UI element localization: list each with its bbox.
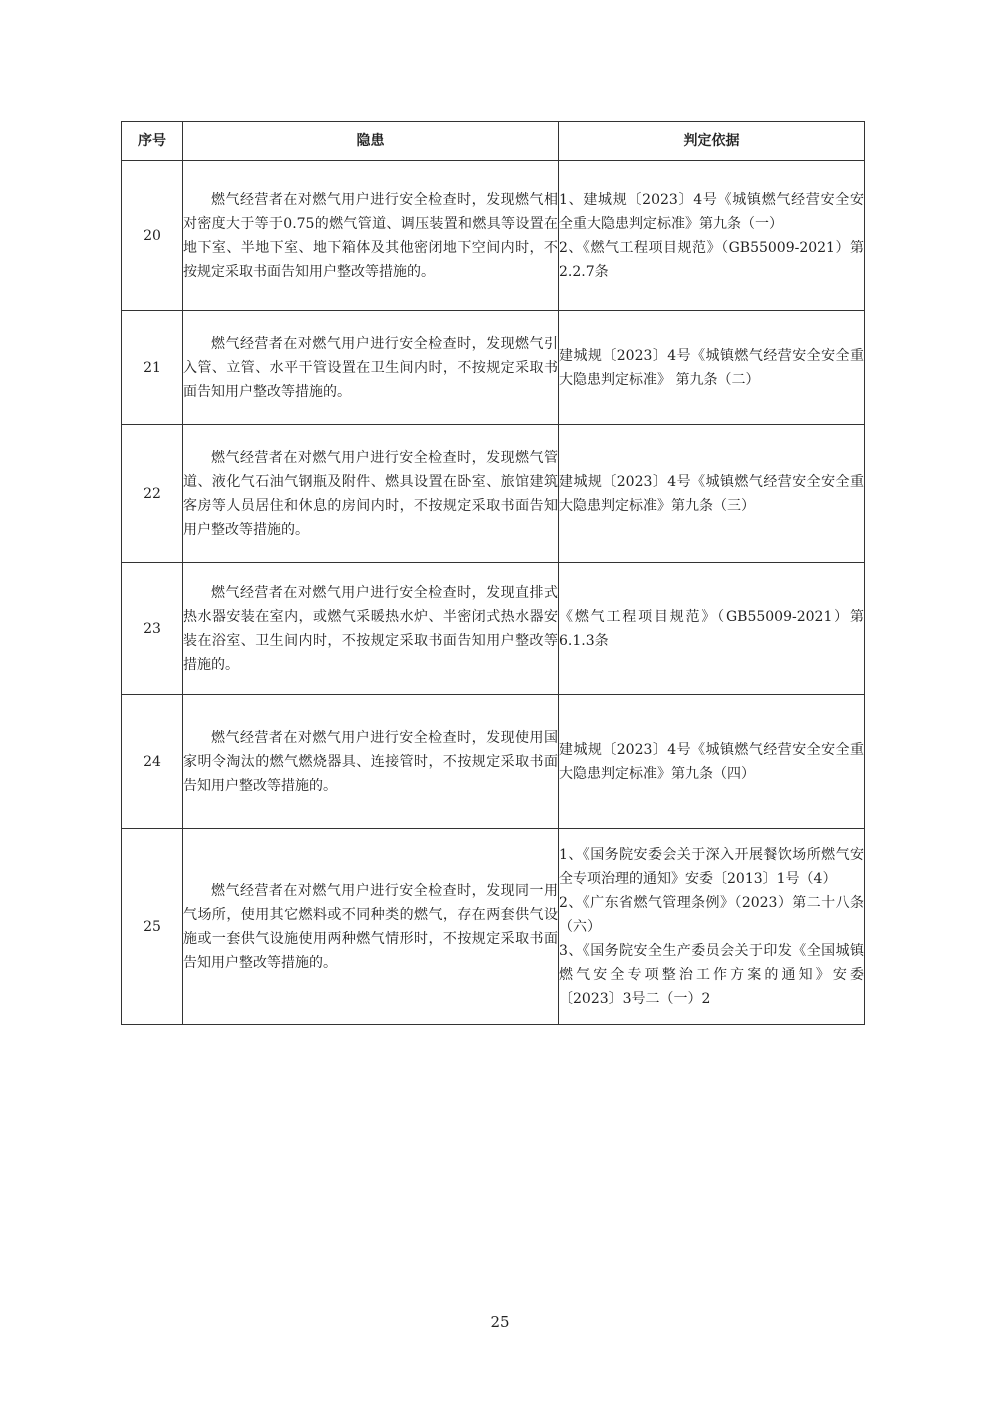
- row-hazard: 燃气经营者在对燃气用户进行安全检查时，发现使用国家明令淘汰的燃气燃烧器具、连接管时，不按规定采取书面告知用户整改等措施的。: [183, 695, 559, 829]
- table-header-row: [122, 122, 865, 161]
- page-number: 25: [490, 1313, 510, 1331]
- basis-item: 《燃气工程项目规范》（GB55009-2021）第6.1.3条: [559, 608, 864, 649]
- row-hazard: 燃气经营者在对燃气用户进行安全检查时，发现同一用气场所，使用其它燃料或不同种类的燃气，存在两套供气设施或一套供气设施使用两种燃气情形时，不按规定采取书面告知用户整改等措施的。: [183, 829, 559, 1025]
- row-basis: [559, 425, 865, 563]
- row-seq: 22: [122, 425, 183, 563]
- table-row: [122, 425, 865, 563]
- table-row: [122, 311, 865, 425]
- row-basis: [559, 161, 865, 311]
- row-basis: [559, 695, 865, 829]
- basis-item: 建城规〔2023〕4号《城镇燃气经营安全安全重大隐患判定标准》第九条（四）: [559, 741, 864, 782]
- row-seq: 23: [122, 563, 183, 695]
- row-hazard: 燃气经营者在对燃气用户进行安全检查时，发现燃气管道、液化气石油气钢瓶及附件、燃具设置在卧室、旅馆建筑客房等人员居住和休息的房间内时，不按规定采取书面告知用户整改等措施的。: [183, 425, 559, 563]
- row-seq: 21: [122, 311, 183, 425]
- table-row: [122, 829, 865, 1025]
- header-hazard: 隐患: [183, 122, 559, 161]
- basis-item: 2、《燃气工程项目规范》（GB55009-2021）第2.2.7条: [559, 239, 864, 280]
- table-row: [122, 161, 865, 311]
- row-seq: 20: [122, 161, 183, 311]
- row-basis: [559, 311, 865, 425]
- row-hazard: 燃气经营者在对燃气用户进行安全检查时，发现直排式热水器安装在室内，或燃气采暖热水炉、半密闭式热水器安装在浴室、卫生间内时，不按规定采取书面告知用户整改等措施的。: [183, 563, 559, 695]
- row-seq: 24: [122, 695, 183, 829]
- basis-item: 3、《国务院安全生产委员会关于印发《全国城镇燃气安全专项整治工作方案的通知》安委〔2023〕3号二（一）2: [559, 942, 864, 1007]
- header-basis: 判定依据: [559, 122, 865, 161]
- basis-item: 1、《国务院安委会关于深入开展餐饮场所燃气安全专项治理的通知》安委〔2013〕1号（4）: [559, 846, 864, 887]
- basis-item: 1、建城规〔2023〕4号《城镇燃气经营安全安全重大隐患判定标准》第九条（一）: [559, 191, 864, 232]
- table-row: [122, 695, 865, 829]
- header-seq: 序号: [122, 122, 183, 161]
- hazard-criteria-table: [121, 121, 865, 1025]
- row-hazard: 燃气经营者在对燃气用户进行安全检查时，发现燃气相对密度大于等于0.75的燃气管道、调压装置和燃具等设置在地下室、半地下室、地下箱体及其他密闭地下空间内时，不按规定采取书面告知用户整改等措施的。: [183, 161, 559, 311]
- row-hazard: 燃气经营者在对燃气用户进行安全检查时，发现燃气引入管、立管、水平干管设置在卫生间内时，不按规定采取书面告知用户整改等措施的。: [183, 311, 559, 425]
- basis-item: 建城规〔2023〕4号《城镇燃气经营安全安全重大隐患判定标准》第九条（三）: [559, 473, 864, 514]
- row-basis: [559, 563, 865, 695]
- basis-item: 2、《广东省燃气管理条例》（2023）第二十八条（六）: [559, 894, 864, 935]
- table-row: [122, 563, 865, 695]
- row-seq: 25: [122, 829, 183, 1025]
- basis-item: 建城规〔2023〕4号《城镇燃气经营安全安全重大隐患判定标准》 第九条（二）: [559, 347, 864, 388]
- row-basis: [559, 829, 865, 1025]
